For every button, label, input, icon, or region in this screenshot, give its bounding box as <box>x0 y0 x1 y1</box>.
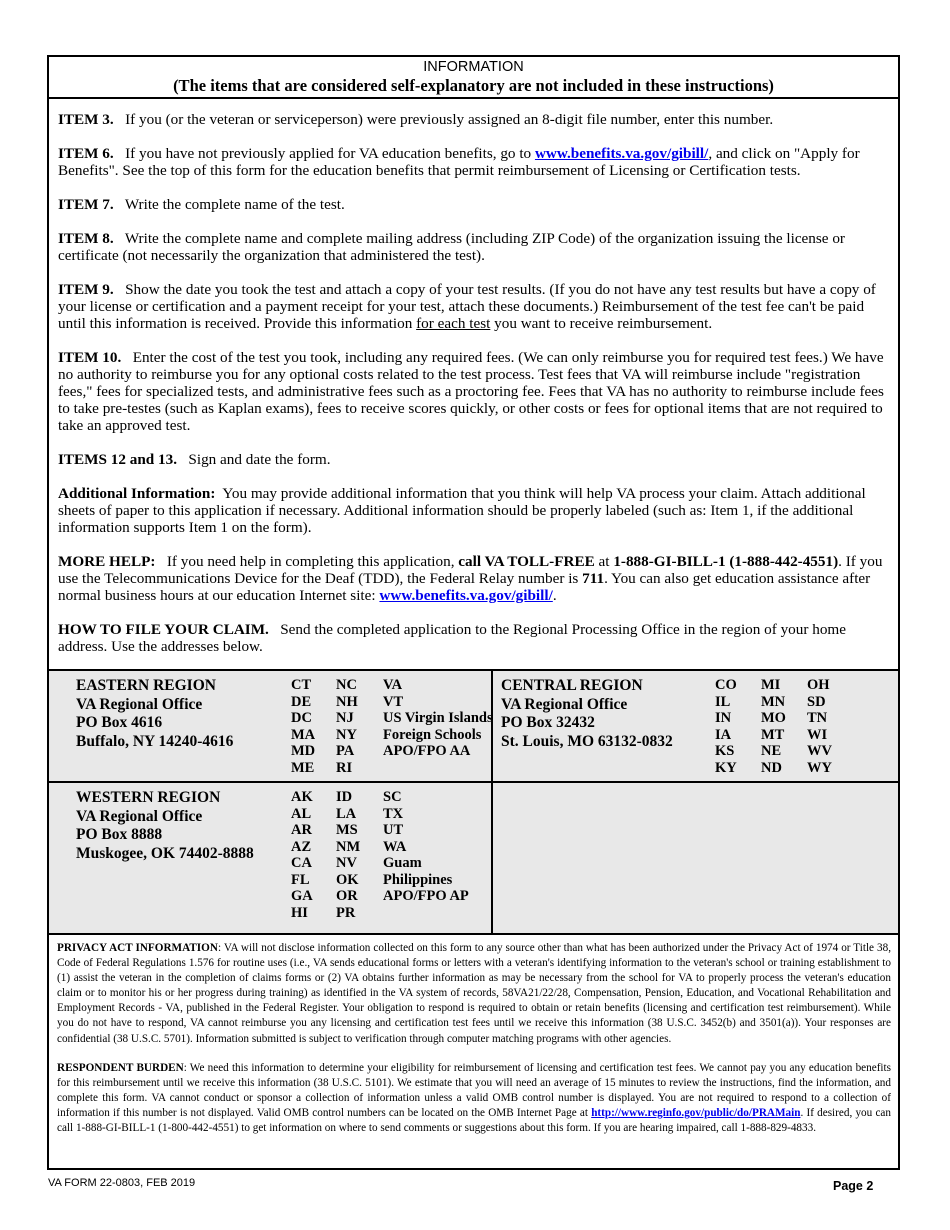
state-code: VT <box>383 693 404 710</box>
state-code: PA <box>336 743 355 759</box>
item-10 <box>58 349 890 434</box>
more-help <box>58 553 890 604</box>
item-3 <box>58 111 890 128</box>
state-code: KY <box>715 759 737 776</box>
state-code: DC <box>291 710 312 726</box>
form-id: VA FORM 22-0803, FEB 2019 <box>48 1177 196 1189</box>
item-3-text: If you (or the veteran or serviceperson) were previously assigned an 8-digit file number, enter this number. <box>125 111 774 128</box>
item-10-label: ITEM 10. <box>58 349 122 366</box>
state-code: DE <box>291 693 312 710</box>
item-7-label: ITEM 7. <box>58 196 114 213</box>
central-city: St. Louis, MO 63132-0832 <box>501 732 673 750</box>
eastern-states-col2 <box>336 677 358 776</box>
burden-text-b: . If desired, you can call 1-888-GI-BILL-1 (1-800-442-4551) to get information on where to send comments or suggestions about this form. If you are hearing impaired, call 1-888-829-4833. <box>57 1106 891 1135</box>
central-box: PO Box 32432 <box>501 714 595 731</box>
item-7-text: Write the complete name of the test. <box>124 196 345 213</box>
gibill-link-2[interactable]: www.benefits.va.gov/gibill/ <box>379 587 553 604</box>
more-help-text-a: If you need help in completing this application, <box>166 553 459 570</box>
state-code: UT <box>383 822 404 838</box>
state-code: IL <box>715 693 731 710</box>
state-code: HI <box>291 904 308 921</box>
eastern-address <box>76 677 233 751</box>
respondent-burden <box>57 1061 891 1136</box>
items-12-13-text: Sign and date the form. <box>188 451 331 468</box>
western-states-col2 <box>336 789 360 921</box>
state-code: SD <box>807 693 826 710</box>
item-6 <box>58 145 890 179</box>
more-help-text-c: . If you use the Telecommunications Device for the Deaf (TDD), the Federal Relay number is <box>58 553 883 587</box>
state-code: CT <box>291 677 312 693</box>
state-code: SC <box>383 789 402 805</box>
how-to-file-label: HOW TO FILE YOUR CLAIM. <box>58 621 269 638</box>
item-6-text-b: , and click on "Apply for Benefits". See the top of this form for the education benefits that permit reimbursement of Licensing or Certification tests. <box>58 145 860 179</box>
western-region <box>49 783 493 933</box>
state-code: OH <box>807 677 830 693</box>
eastern-states-col3 <box>383 677 493 760</box>
state-code: AL <box>291 805 312 822</box>
state-code: ID <box>336 789 353 805</box>
state-code: NY <box>336 726 357 743</box>
how-to-file-text: Send the completed application to the Regional Processing Office in the region of your home address. Use the addresses below. <box>58 621 846 655</box>
state-code: NM <box>336 838 361 855</box>
form-frame <box>47 55 900 1170</box>
state-code: NC <box>336 677 357 693</box>
state-code: AR <box>291 822 312 838</box>
information-header <box>49 57 898 99</box>
more-help-label: MORE HELP: <box>58 553 156 570</box>
western-states-col3 <box>383 789 469 905</box>
header-subtitle: (The items that are considered self-explanatory are not included in these instructions) <box>173 76 774 95</box>
privacy-act-information <box>57 941 891 1047</box>
more-help-text-b: at <box>594 553 614 570</box>
state-code: AK <box>291 789 313 805</box>
eastern-states-col1 <box>291 677 315 776</box>
western-states-col1 <box>291 789 313 921</box>
item-9-underline: for each test <box>416 315 491 332</box>
state-code: AZ <box>291 838 312 855</box>
western-city: Muskogee, OK 74402-8888 <box>76 844 254 862</box>
regional-offices <box>49 669 898 935</box>
state-code: APO/FPO AA <box>383 743 471 759</box>
item-6-label: ITEM 6. <box>58 145 114 162</box>
item-8-label: ITEM 8. <box>58 230 114 247</box>
state-code: IN <box>715 710 732 726</box>
state-code: MA <box>291 726 316 743</box>
state-code: PR <box>336 904 356 921</box>
state-code: NJ <box>336 710 354 726</box>
western-box: PO Box 8888 <box>76 826 163 843</box>
regions-row-2 <box>49 783 898 935</box>
burden-text-a: : We need this information to determine your eligibility for reimbursement of licensing and certification test fees. We cannot pay you any education benefits for this reimbursement until we receive this information (38 U.S.C. 5101). We estimate that you will need an average of 15 minutes to review the instructions, find the information, and complete this form. VA cannot conduct or sponsor a collection of information unless a valid OMB control number is displayed. You are not required to respond to a collection of information if this number is not displayed. Valid OMB control numbers can be located on the OMB Internet Page at <box>57 1061 891 1119</box>
regions-row-1 <box>49 671 898 783</box>
central-states-col3 <box>807 677 832 776</box>
state-code: RI <box>336 759 353 776</box>
item-9-label: ITEM 9. <box>58 281 114 298</box>
state-code: FL <box>291 871 310 888</box>
state-code: ME <box>291 759 315 776</box>
item-3-label: ITEM 3. <box>58 111 114 128</box>
state-code: TX <box>383 805 404 822</box>
toll-free-phone: 1-888-GI-BILL-1 (1-888-442-4551) <box>613 553 839 570</box>
state-code: APO/FPO AP <box>383 888 469 904</box>
western-office: VA Regional Office <box>76 807 203 825</box>
item-9 <box>58 281 890 332</box>
privacy-label: PRIVACY ACT INFORMATION <box>57 942 218 954</box>
instructions-section <box>49 99 898 669</box>
state-code: LA <box>336 805 357 822</box>
toll-free-label: call VA TOLL-FREE <box>458 553 595 570</box>
state-code: MI <box>761 677 781 693</box>
state-code: IA <box>715 726 732 743</box>
state-code: US Virgin Islands <box>383 710 493 726</box>
central-region <box>493 671 898 781</box>
gibill-link[interactable]: www.benefits.va.gov/gibill/ <box>534 145 709 162</box>
relay-number: 711 <box>582 570 605 587</box>
state-code: MN <box>761 693 786 710</box>
item-6-text-a: If you have not previously applied for VA education benefits, go to <box>125 145 535 162</box>
eastern-name: EASTERN REGION <box>76 677 216 694</box>
state-code: Philippines <box>383 871 453 888</box>
eastern-city: Buffalo, NY 14240-4616 <box>76 732 234 750</box>
state-code: VA <box>383 677 403 693</box>
eastern-region <box>49 671 493 781</box>
state-code: WI <box>807 726 828 743</box>
header-title: INFORMATION <box>423 59 524 75</box>
state-code: Foreign Schools <box>383 726 482 743</box>
item-9-text-b: you want to receive reimbursement. <box>490 315 713 332</box>
western-name: WESTERN REGION <box>76 789 221 806</box>
additional-information <box>58 485 890 536</box>
state-code: NE <box>761 743 782 759</box>
state-code: OR <box>336 888 358 904</box>
state-code: ND <box>761 759 782 776</box>
state-code: MO <box>761 710 786 726</box>
page-number: Page 2 <box>833 1179 874 1193</box>
reginfo-link[interactable]: http://www.reginfo.gov/public/do/PRAMain <box>591 1106 801 1119</box>
central-address <box>501 677 673 751</box>
additional-information-label: Additional Information: <box>58 485 216 502</box>
state-code: NH <box>336 693 358 710</box>
item-8-text: Write the complete name and complete mailing address (including ZIP Code) of the organization issuing the license or certificate (not necessarily the organization that administered the test). <box>58 230 845 264</box>
item-10-text: Enter the cost of the test you took, including any required fees. (We can only reimburse you for required test fees.) We have no authority to reimburse you for any optional costs related to the test process. Test fees that VA will reimburse include "registration fees," fees for specialized tests, and administrative fees such as a proctoring fee. Fees that VA has no authority to reimburse include fees to take pre-testes (such as Kaplan exams), fees to receive scores quickly, or other costs or fees for optional items that are not required to take an approved test. <box>58 349 884 434</box>
item-7 <box>58 196 890 213</box>
state-code: WA <box>383 838 407 855</box>
how-to-file <box>58 621 890 655</box>
central-office: VA Regional Office <box>501 695 628 713</box>
central-name: CENTRAL REGION <box>501 677 643 694</box>
items-12-13-label: ITEMS 12 and 13. <box>58 451 178 468</box>
western-address <box>76 789 254 863</box>
state-code: WV <box>807 743 832 759</box>
state-code: CO <box>715 677 737 693</box>
state-code: CA <box>291 855 312 871</box>
more-help-text-e: . <box>552 587 557 604</box>
burden-label: RESPONDENT BURDEN <box>57 1061 184 1074</box>
state-code: WY <box>807 759 832 776</box>
state-code: MD <box>291 743 316 759</box>
additional-information-text: You may provide additional information that you think will help VA process your claim. Attach additional sheets of paper to this application if necessary. Additional information should be properly labeled (such as: Item 1, if the additional information supports Item 1 on the form). <box>58 485 866 536</box>
central-states-col2 <box>761 677 786 776</box>
state-code: NV <box>336 855 357 871</box>
more-help-text-d: . You can also get education assistance after normal business hours at our education Internet site: <box>58 570 871 604</box>
items-12-13 <box>58 451 890 468</box>
state-code: TN <box>807 710 828 726</box>
privacy-text: : VA will not disclose information collected on this form to any source other than what has been authorized under the Privacy Act of 1974 or Title 38, Code of Federal Regulations 1.576 for routine uses (i.e., VA sends educational forms or letters with a veteran's identifying information to the veteran's school or training establishment to (1) assist the veteran in the completion of claims forms or (2) VA obtains further information as may be necessary from the school for VA to properly process the veteran's education claim or to monitor his or her progress during training) as identified in the VA system of records, 58VA21/22/28, Compensation, Pension, Education, and Vocational Rehabilitation and Employment Records - VA, published in the Federal Register. Your obligation to respond is required to obtain or retain benefits (licensing and certification test reimbursement). While you do not have to respond, VA cannot reimburse you any licensing and certification test fees until we receive this information (38 U.S.C. 3452(b) and 3501(a)). Your responses are confidential (38 U.S.C. 5701). Information submitted is subject to verification through computer matching programs with other agencies. <box>57 942 891 1045</box>
central-states-col1 <box>715 677 737 776</box>
state-code: MS <box>336 822 358 838</box>
legal-notices <box>49 935 898 1136</box>
eastern-box: PO Box 4616 <box>76 714 163 731</box>
item-8 <box>58 230 890 264</box>
item-9-text-a: Show the date you took the test and attach a copy of your test results. (If you do not have any test results but have a copy of your license or certification and a payment receipt for your test, attach these documents.) Reimbursement of the test fee can't be paid until this information is received. Provide this information <box>58 281 876 332</box>
empty-region-cell <box>493 783 898 933</box>
state-code: MT <box>761 726 785 743</box>
state-code: Guam <box>383 855 422 871</box>
state-code: KS <box>715 743 735 759</box>
state-code: OK <box>336 871 359 888</box>
eastern-office: VA Regional Office <box>76 695 203 713</box>
state-code: GA <box>291 888 313 904</box>
